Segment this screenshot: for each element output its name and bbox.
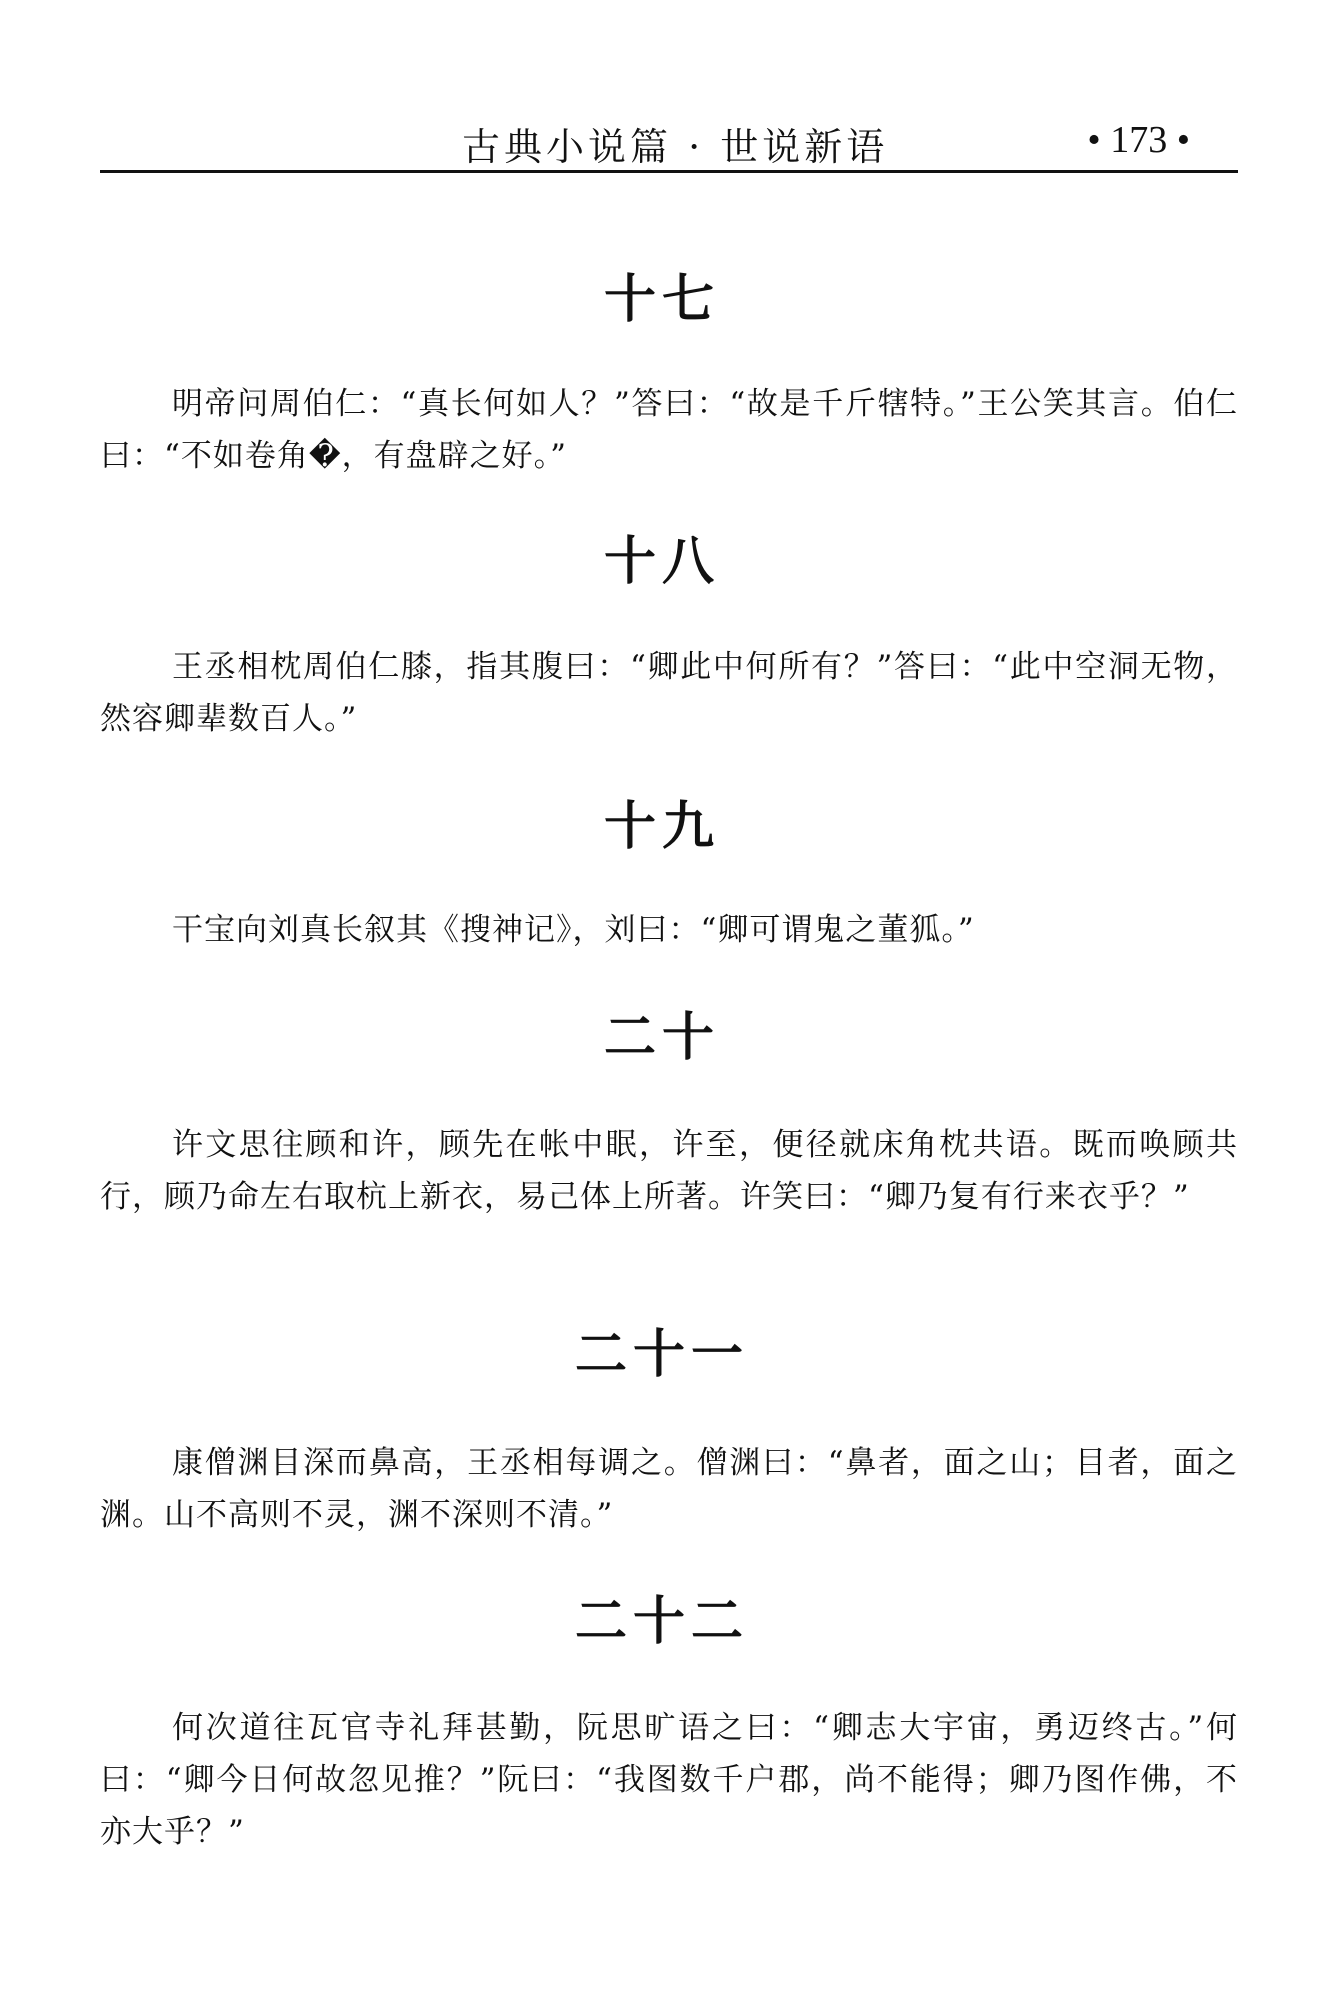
section-paragraph: 干宝向刘真长叙其《搜神记》，刘曰：“卿可谓鬼之董狐。” — [172, 912, 975, 948]
page-header — [100, 100, 1238, 173]
section-heading: 二十 — [603, 1008, 720, 1068]
section-heading: 十八 — [603, 532, 720, 592]
section-paragraph: 康僧渊目深而鼻高，王丞相每调之。僧渊曰：“鼻者，面之山；目者，面之渊。山不高则不灵，渊不深则不清。” — [100, 1445, 1238, 1533]
section-heading: 二十一 — [574, 1325, 749, 1385]
section-heading: 十七 — [603, 270, 720, 330]
section-paragraph: 何次道往瓦官寺礼拜甚勤，阮思旷语之曰：“卿志大宇宙，勇迈终古。”何曰：“卿今日何故忽见推？”阮曰：“我图数千户郡，尚不能得；卿乃图作佛，不亦大乎？” — [100, 1710, 1238, 1850]
section-heading: 十九 — [603, 797, 720, 857]
page-number: • 173 • — [1087, 119, 1190, 161]
section-paragraph: 明帝问周伯仁：“真长何如人？”答曰：“故是千斤犗特。”王公笑其言。伯仁曰：“不如卷角�，有盘辟之好。” — [100, 386, 1238, 474]
running-title: 古典小说篇 · 世说新语 — [462, 125, 889, 169]
section-heading: 二十二 — [574, 1592, 749, 1652]
section-paragraph: 许文思往顾和许，顾先在帐中眠，许至，便径就床角枕共语。既而唤顾共行，顾乃命左右取杭上新衣，易己体上所著。许笑曰：“卿乃复有行来衣乎？” — [100, 1127, 1238, 1215]
section-paragraph: 王丞相枕周伯仁膝，指其腹曰：“卿此中何所有？”答曰：“此中空洞无物，然容卿辈数百人。” — [100, 649, 1238, 737]
